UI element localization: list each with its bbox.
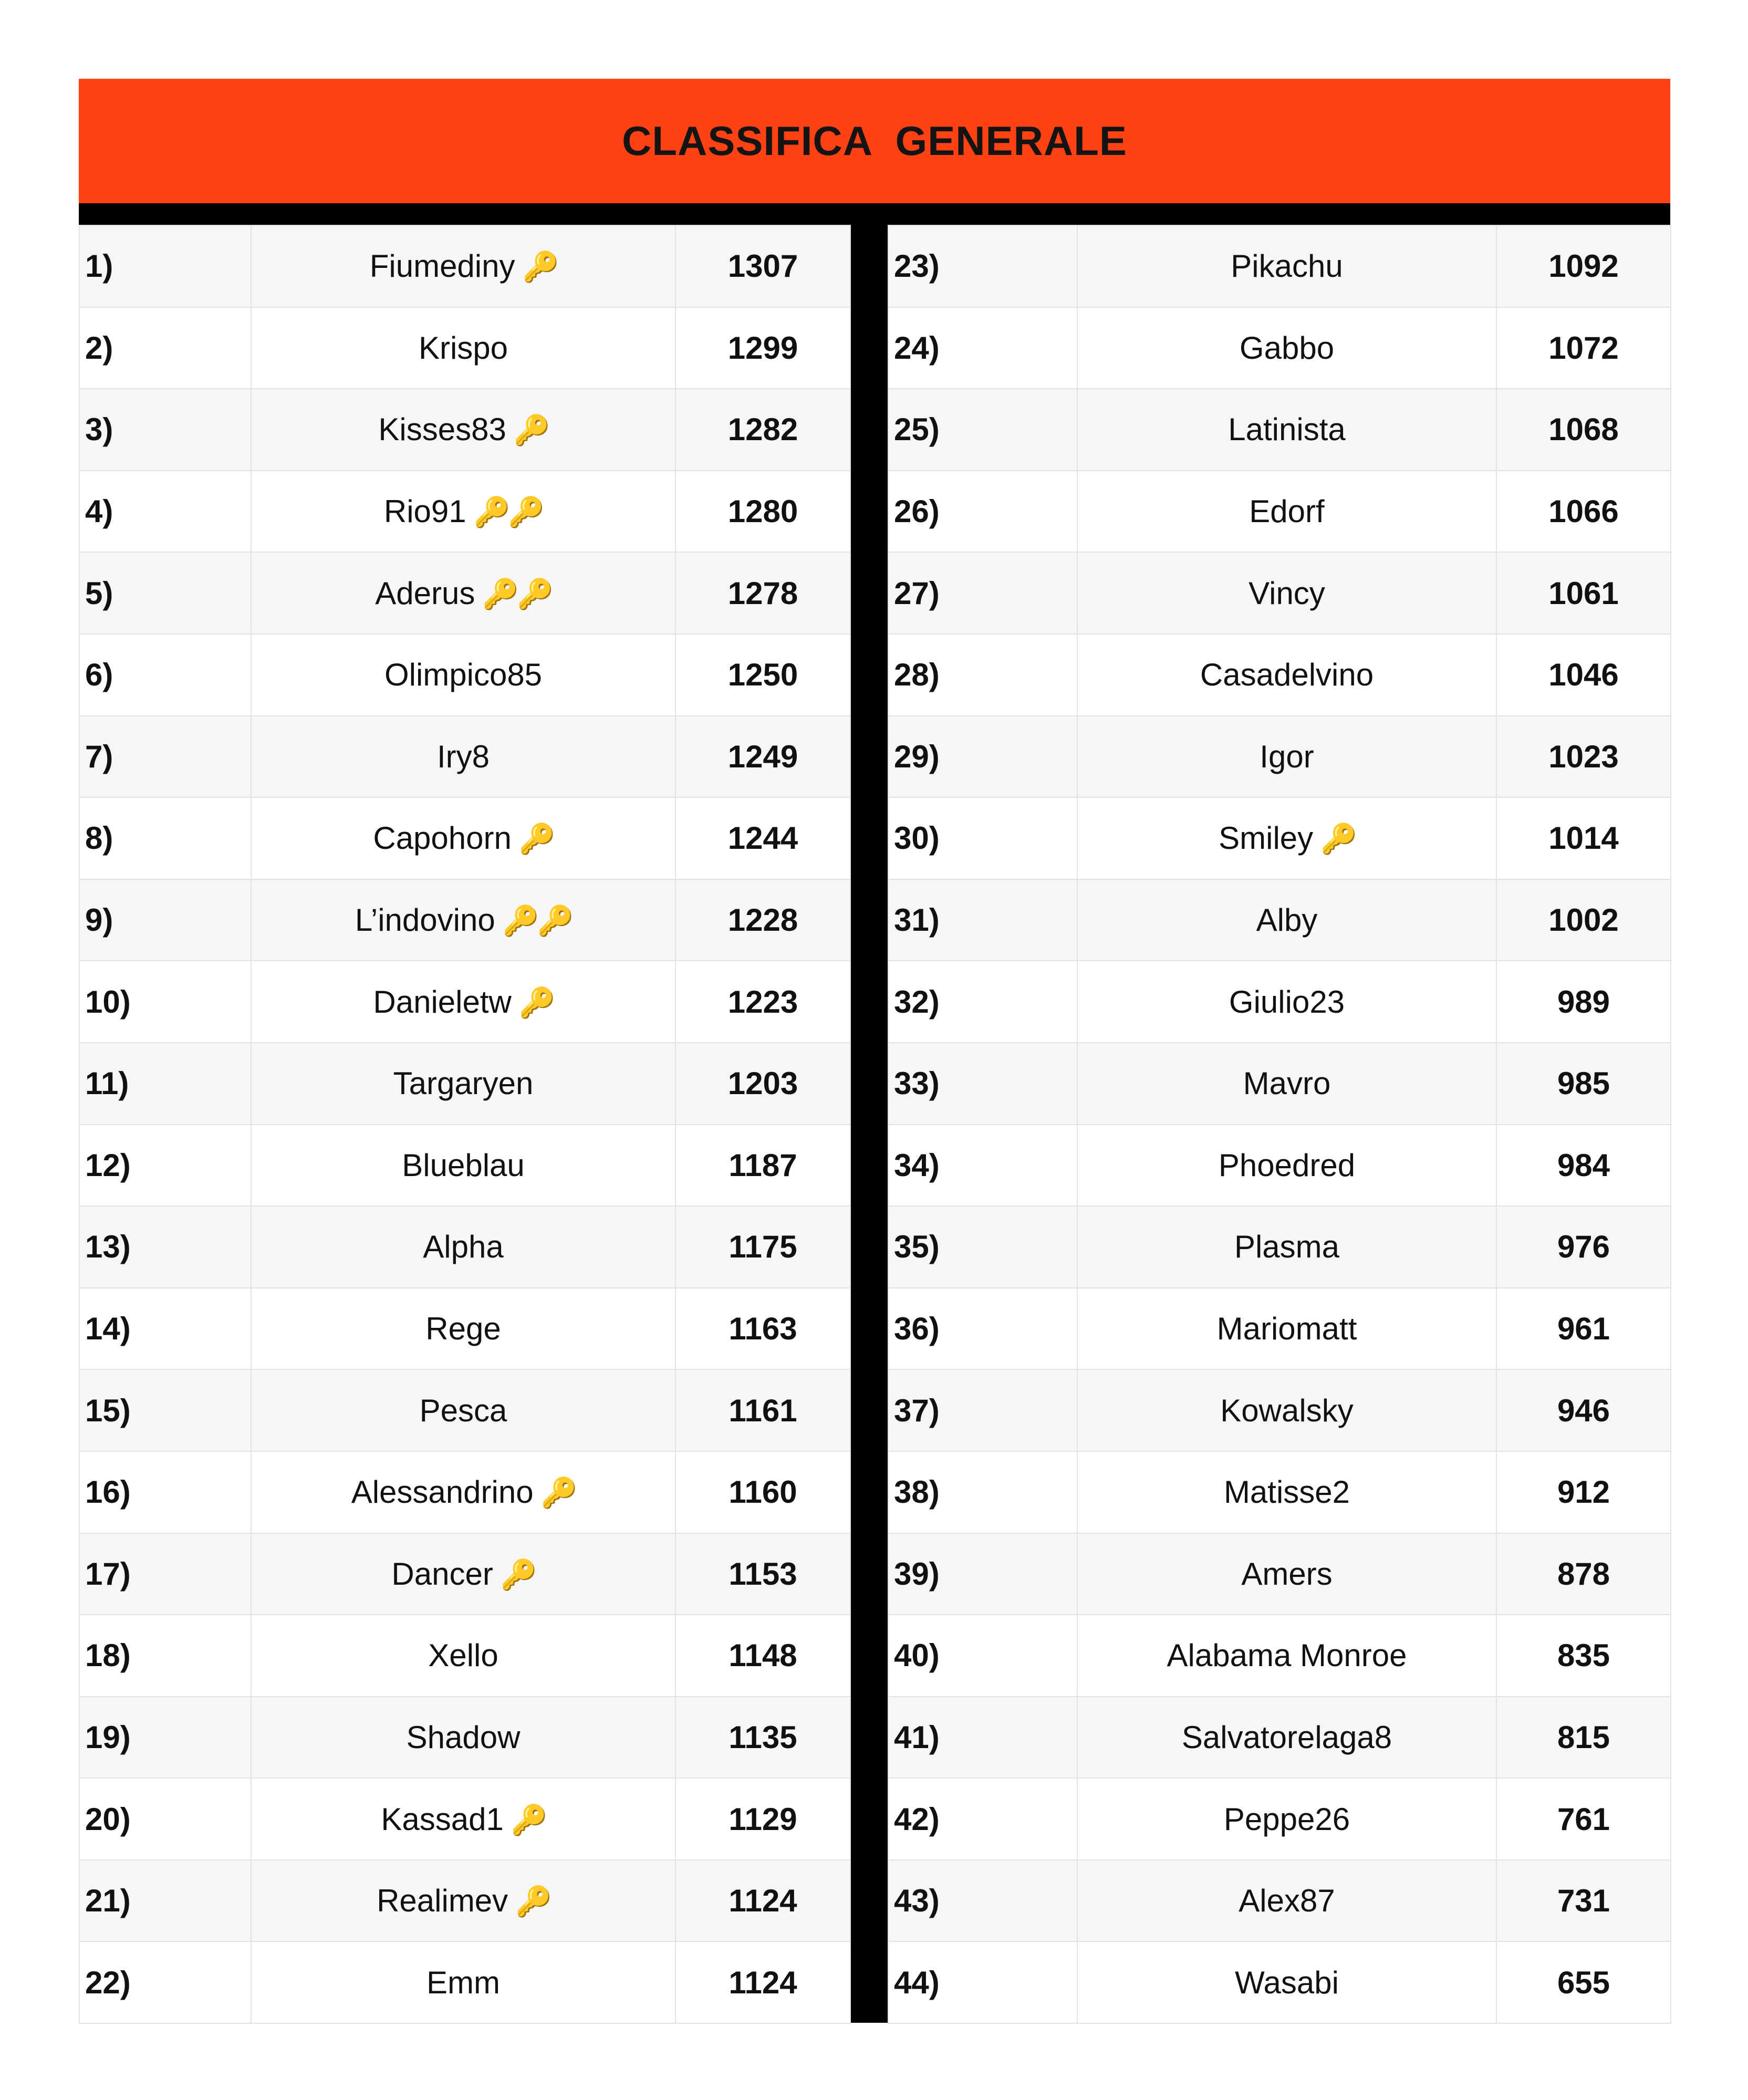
player-cell — [251, 1860, 675, 1942]
score-cell: 1135 — [675, 1697, 850, 1779]
rank-cell: 8) — [79, 797, 251, 879]
score-cell: 1299 — [675, 307, 850, 389]
player-cell — [1077, 1615, 1496, 1697]
player-name: Dancer — [391, 1556, 493, 1592]
score-cell: 1307 — [675, 225, 850, 307]
player-name: Phoedred — [1218, 1147, 1356, 1183]
rank-cell: 44) — [888, 1941, 1077, 2023]
player-name: Alby — [1256, 902, 1318, 938]
player-name: Smiley — [1219, 820, 1314, 856]
score-cell: 946 — [1496, 1369, 1671, 1451]
rank-cell: 9) — [79, 879, 251, 961]
page-title: CLASSIFICA GENERALE — [622, 118, 1127, 164]
key-icon: 🔑🔑 — [473, 495, 543, 529]
player-cell — [251, 471, 675, 553]
table-row — [888, 797, 1671, 879]
player-name: Edorf — [1249, 494, 1325, 529]
table-row — [79, 1288, 850, 1370]
table-row — [888, 1369, 1671, 1451]
table-row — [888, 1533, 1671, 1615]
table-row — [79, 1451, 850, 1533]
key-icon: 🔑🔑 — [502, 904, 572, 938]
score-cell: 835 — [1496, 1615, 1671, 1697]
score-cell: 878 — [1496, 1533, 1671, 1615]
rank-cell: 43) — [888, 1860, 1077, 1942]
player-name: Mavro — [1243, 1066, 1331, 1101]
table-row — [79, 225, 850, 307]
table-row — [888, 1860, 1671, 1942]
player-cell — [1077, 879, 1496, 961]
rank-cell: 38) — [888, 1451, 1077, 1533]
player-cell — [1077, 797, 1496, 879]
player-name: L’indovino — [355, 902, 495, 938]
rank-cell: 33) — [888, 1043, 1077, 1125]
key-icon: 🔑 — [515, 1885, 550, 1918]
player-cell — [251, 1288, 675, 1370]
rank-cell: 27) — [888, 552, 1077, 634]
player-name: Olimpico85 — [384, 657, 543, 693]
rank-cell: 28) — [888, 634, 1077, 716]
player-name: Rege — [425, 1311, 501, 1347]
player-cell — [1077, 1043, 1496, 1125]
ranking-table-right — [888, 225, 1671, 2024]
table-row — [79, 1533, 850, 1615]
player-cell — [1077, 1941, 1496, 2023]
player-name: Salvatorelaga8 — [1181, 1719, 1392, 1755]
player-cell — [1077, 1860, 1496, 1942]
player-name: Peppe26 — [1223, 1801, 1350, 1837]
score-cell: 1161 — [675, 1369, 850, 1451]
key-icon: 🔑 — [513, 413, 548, 447]
player-cell — [251, 1125, 675, 1207]
score-cell: 1092 — [1496, 225, 1671, 307]
score-cell: 1160 — [675, 1451, 850, 1533]
player-cell — [251, 1533, 675, 1615]
player-name: Alessandrino — [351, 1474, 534, 1510]
player-name: Casadelvino — [1200, 657, 1374, 693]
player-name: Rio91 — [383, 494, 466, 529]
table-row — [79, 1125, 850, 1207]
table-row — [79, 1615, 850, 1697]
player-name: Alpha — [423, 1229, 504, 1265]
key-icon: 🔑 — [1320, 822, 1355, 856]
score-cell: 1250 — [675, 634, 850, 716]
player-cell — [1077, 634, 1496, 716]
player-cell — [1077, 961, 1496, 1043]
player-name: Emm — [426, 1964, 500, 2000]
rank-cell: 12) — [79, 1125, 251, 1207]
player-name: Igor — [1260, 739, 1314, 774]
key-icon: 🔑 — [540, 1476, 576, 1510]
player-cell — [1077, 471, 1496, 553]
player-name: Alabama Monroe — [1167, 1638, 1407, 1673]
score-cell: 1072 — [1496, 307, 1671, 389]
player-cell — [251, 1369, 675, 1451]
player-cell — [251, 1697, 675, 1779]
score-cell: 989 — [1496, 961, 1671, 1043]
table-row — [79, 1043, 850, 1125]
player-name: Iry8 — [436, 739, 490, 774]
key-icon: 🔑 — [522, 250, 557, 284]
player-cell — [1077, 1125, 1496, 1207]
table-row — [79, 1697, 850, 1779]
rank-cell: 18) — [79, 1615, 251, 1697]
player-name: Kowalsky — [1220, 1392, 1354, 1428]
rank-cell: 7) — [79, 716, 251, 798]
rank-cell: 13) — [79, 1206, 251, 1288]
table-row — [888, 1043, 1671, 1125]
table-row — [888, 389, 1671, 471]
rank-cell: 17) — [79, 1533, 251, 1615]
table-row — [888, 961, 1671, 1043]
score-cell: 1282 — [675, 389, 850, 471]
player-cell — [251, 1206, 675, 1288]
player-name: Danieletw — [373, 984, 512, 1020]
player-name: Plasma — [1234, 1229, 1340, 1265]
player-cell — [251, 1451, 675, 1533]
table-row — [888, 634, 1671, 716]
score-cell: 815 — [1496, 1697, 1671, 1779]
score-cell: 1244 — [675, 797, 850, 879]
score-cell: 1278 — [675, 552, 850, 634]
score-cell: 976 — [1496, 1206, 1671, 1288]
rank-cell: 29) — [888, 716, 1077, 798]
rank-cell: 10) — [79, 961, 251, 1043]
score-cell: 1153 — [675, 1533, 850, 1615]
player-cell — [1077, 1778, 1496, 1860]
rank-cell: 41) — [888, 1697, 1077, 1779]
player-name: Pikachu — [1231, 248, 1343, 284]
player-cell — [251, 716, 675, 798]
player-name: Matisse2 — [1223, 1474, 1350, 1510]
player-cell — [251, 552, 675, 634]
rank-cell: 15) — [79, 1369, 251, 1451]
key-icon: 🔑 — [511, 1803, 546, 1836]
rank-cell: 34) — [888, 1125, 1077, 1207]
player-name: Realimev — [377, 1883, 508, 1919]
rank-cell: 23) — [888, 225, 1077, 307]
player-cell — [1077, 1451, 1496, 1533]
score-cell: 1175 — [675, 1206, 850, 1288]
score-cell: 1124 — [675, 1860, 850, 1942]
score-cell: 655 — [1496, 1941, 1671, 2023]
score-cell: 761 — [1496, 1778, 1671, 1860]
player-cell — [1077, 225, 1496, 307]
player-cell — [251, 1615, 675, 1697]
table-row — [79, 1369, 850, 1451]
player-name: Wasabi — [1235, 1964, 1339, 2000]
player-cell — [1077, 389, 1496, 471]
rank-cell: 30) — [888, 797, 1077, 879]
table-row — [79, 1206, 850, 1288]
player-cell — [1077, 552, 1496, 634]
rank-cell: 32) — [888, 961, 1077, 1043]
table-row — [79, 552, 850, 634]
player-name: Krispo — [418, 330, 508, 366]
player-cell — [251, 961, 675, 1043]
table-row — [888, 716, 1671, 798]
table-row — [79, 879, 850, 961]
score-cell: 1223 — [675, 961, 850, 1043]
player-name: Kisses83 — [378, 412, 506, 448]
rank-cell: 4) — [79, 471, 251, 553]
player-cell — [251, 1043, 675, 1125]
column-divider — [850, 225, 888, 2023]
player-name: Aderus — [375, 575, 475, 611]
player-cell — [251, 389, 675, 471]
player-name: Amers — [1241, 1556, 1333, 1592]
table-row — [79, 634, 850, 716]
score-cell: 1129 — [675, 1778, 850, 1860]
score-cell: 1023 — [1496, 716, 1671, 798]
score-cell: 1148 — [675, 1615, 850, 1697]
table-row — [79, 389, 850, 471]
score-cell: 1249 — [675, 716, 850, 798]
player-cell — [1077, 1697, 1496, 1779]
player-name: Vincy — [1248, 575, 1325, 611]
player-cell — [251, 879, 675, 961]
table-row — [888, 879, 1671, 961]
rank-cell: 14) — [79, 1288, 251, 1370]
table-row — [79, 797, 850, 879]
rank-cell: 35) — [888, 1206, 1077, 1288]
rank-cell: 22) — [79, 1941, 251, 2023]
rank-cell: 1) — [79, 225, 251, 307]
table-row — [888, 307, 1671, 389]
rank-cell: 37) — [888, 1369, 1077, 1451]
table-row — [79, 961, 850, 1043]
player-name: Blueblau — [402, 1147, 525, 1183]
header-banner — [79, 79, 1670, 203]
score-cell: 961 — [1496, 1288, 1671, 1370]
score-cell: 1163 — [675, 1288, 850, 1370]
score-cell: 1014 — [1496, 797, 1671, 879]
rank-cell: 26) — [888, 471, 1077, 553]
score-cell: 1280 — [675, 471, 850, 553]
player-name: Shadow — [406, 1719, 521, 1755]
player-cell — [1077, 716, 1496, 798]
rank-cell: 3) — [79, 389, 251, 471]
player-cell — [251, 1778, 675, 1860]
key-icon: 🔑🔑 — [482, 577, 552, 610]
table-row — [888, 1615, 1671, 1697]
player-name: Mariomatt — [1216, 1311, 1357, 1347]
player-name: Targaryen — [393, 1066, 534, 1101]
rank-cell: 24) — [888, 307, 1077, 389]
score-cell: 912 — [1496, 1451, 1671, 1533]
player-name: Alex87 — [1239, 1883, 1335, 1919]
player-name: Kassad1 — [381, 1801, 504, 1837]
table-row — [888, 1125, 1671, 1207]
rank-cell: 39) — [888, 1533, 1077, 1615]
table-row — [888, 471, 1671, 553]
player-name: Latinista — [1228, 412, 1346, 448]
table-row — [888, 1697, 1671, 1779]
score-cell: 1203 — [675, 1043, 850, 1125]
score-cell: 985 — [1496, 1043, 1671, 1125]
table-row — [79, 307, 850, 389]
player-name: Pesca — [419, 1392, 507, 1428]
rank-cell: 19) — [79, 1697, 251, 1779]
key-icon: 🔑 — [518, 822, 554, 856]
table-row — [79, 716, 850, 798]
table-row — [888, 225, 1671, 307]
rank-cell: 36) — [888, 1288, 1077, 1370]
score-cell: 1061 — [1496, 552, 1671, 634]
score-cell: 731 — [1496, 1860, 1671, 1942]
rank-cell: 40) — [888, 1615, 1077, 1697]
key-icon: 🔑 — [518, 985, 554, 1019]
key-icon: 🔑 — [500, 1557, 535, 1591]
player-cell — [251, 634, 675, 716]
player-name: Fiumediny — [369, 248, 515, 284]
score-cell: 1068 — [1496, 389, 1671, 471]
score-cell: 1124 — [675, 1941, 850, 2023]
table-row — [79, 471, 850, 553]
player-cell — [1077, 1533, 1496, 1615]
player-name: Capohorn — [373, 820, 512, 856]
player-name: Gabbo — [1239, 330, 1335, 366]
table-row — [888, 1206, 1671, 1288]
player-cell — [251, 797, 675, 879]
score-cell: 1228 — [675, 879, 850, 961]
rank-cell: 42) — [888, 1778, 1077, 1860]
score-cell: 1046 — [1496, 634, 1671, 716]
player-cell — [1077, 1206, 1496, 1288]
player-name: Xello — [428, 1638, 498, 1673]
rank-cell: 2) — [79, 307, 251, 389]
rank-cell: 5) — [79, 552, 251, 634]
rank-cell: 25) — [888, 389, 1077, 471]
player-cell — [1077, 1288, 1496, 1370]
player-cell — [251, 225, 675, 307]
table-row — [888, 1941, 1671, 2023]
score-cell: 1066 — [1496, 471, 1671, 553]
table-row — [888, 1288, 1671, 1370]
table-row — [888, 1778, 1671, 1860]
player-cell — [1077, 1369, 1496, 1451]
player-name: Giulio23 — [1229, 984, 1345, 1020]
table-row — [79, 1778, 850, 1860]
rank-cell: 16) — [79, 1451, 251, 1533]
rank-cell: 20) — [79, 1778, 251, 1860]
score-cell: 1187 — [675, 1125, 850, 1207]
header-divider-bar — [79, 203, 1670, 225]
player-cell — [251, 307, 675, 389]
player-cell — [1077, 307, 1496, 389]
table-row — [888, 552, 1671, 634]
ranking-table-left — [79, 225, 851, 2024]
rank-cell: 11) — [79, 1043, 251, 1125]
score-cell: 984 — [1496, 1125, 1671, 1207]
score-cell: 1002 — [1496, 879, 1671, 961]
table-row — [79, 1860, 850, 1942]
table-row — [79, 1941, 850, 2023]
rank-cell: 6) — [79, 634, 251, 716]
rank-cell: 31) — [888, 879, 1077, 961]
table-row — [888, 1451, 1671, 1533]
rank-cell: 21) — [79, 1860, 251, 1942]
player-cell — [251, 1941, 675, 2023]
